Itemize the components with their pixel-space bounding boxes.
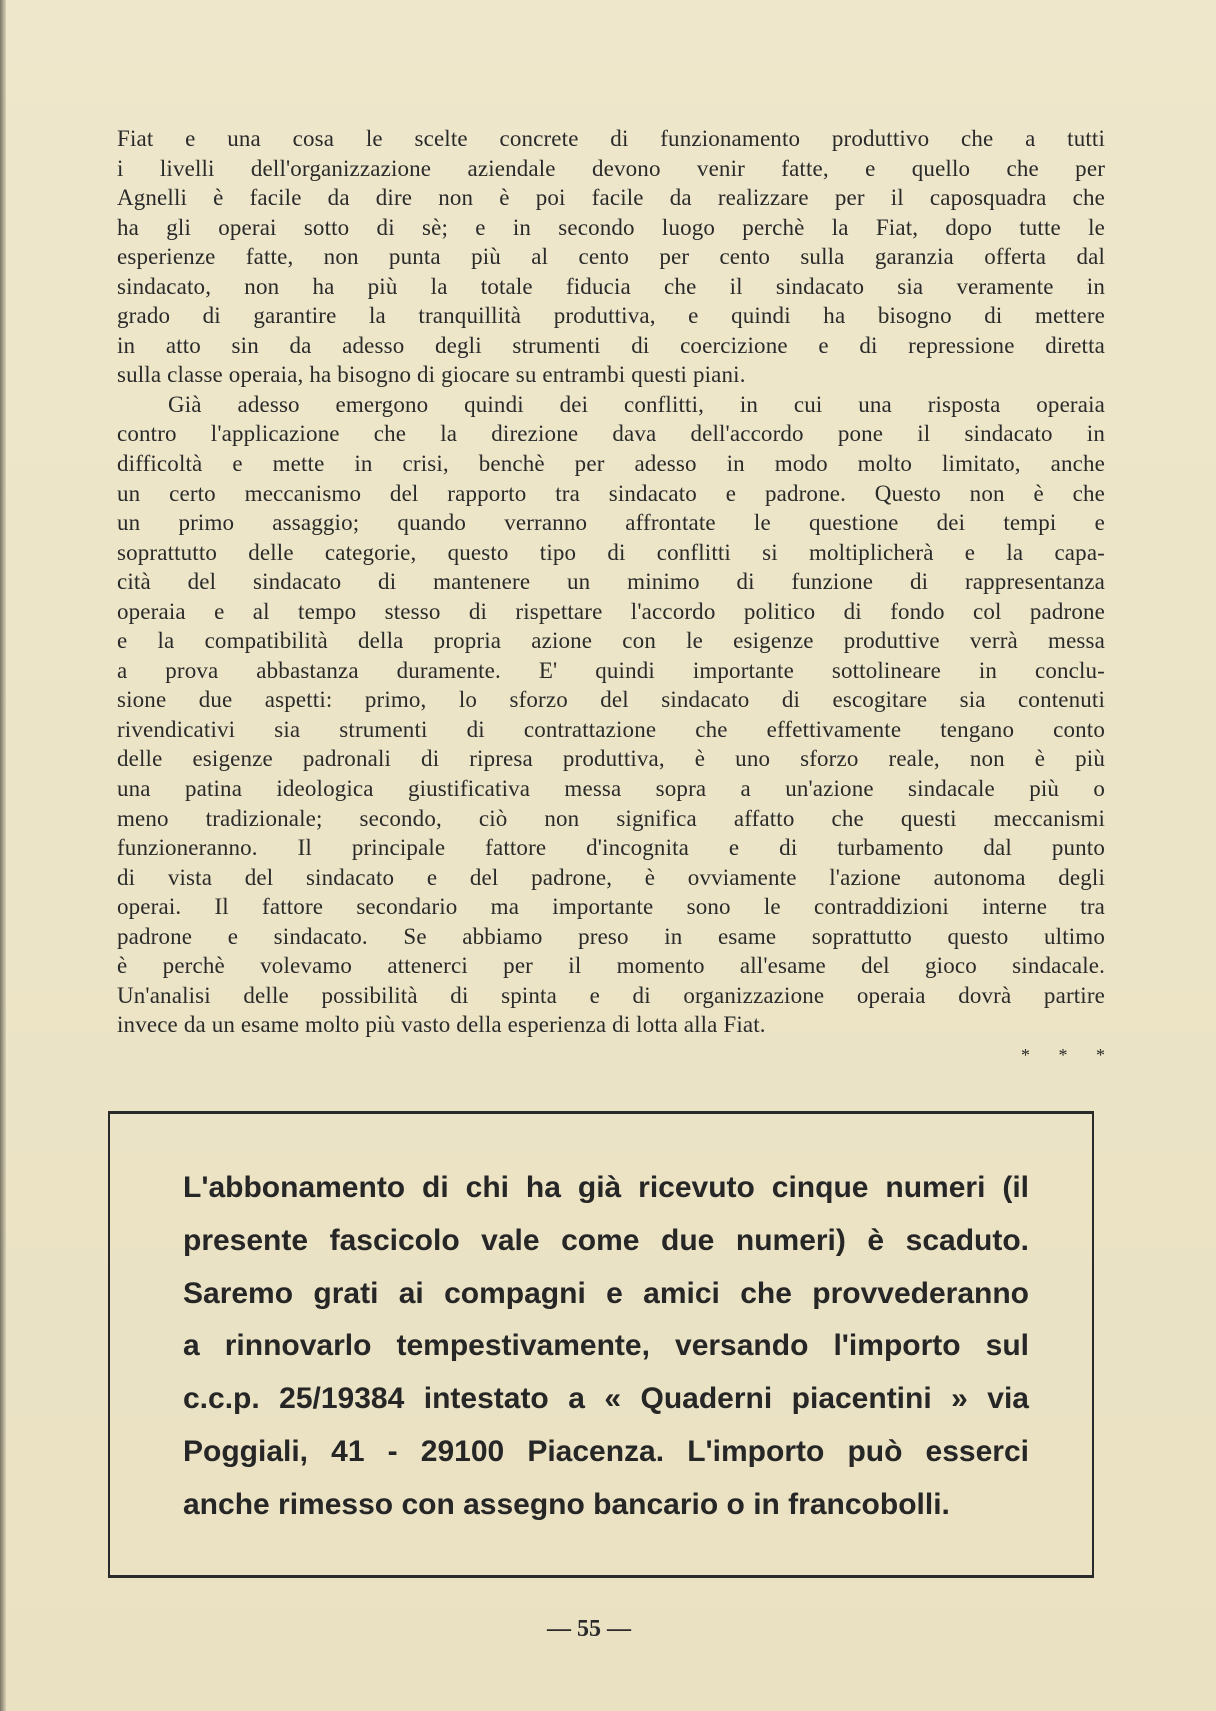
notice-line: L'abbonamento di chi ha già ricevuto cinque numeri (il [183, 1171, 1029, 1204]
body-line: di vista del sindacato e del padrone, è ovviamente l'azione autonoma degli [117, 864, 1105, 890]
body-line: una patina ideologica giustificativa messa sopra a un'azione sindacale più o [117, 776, 1105, 802]
page-edge [0, 0, 6, 1711]
body-line: esperienze fatte, non punta più al cento per cento sulla garanzia offerta dal [117, 244, 1105, 270]
notice-line: anche rimesso con assegno bancario o in francobolli. [183, 1487, 950, 1521]
notice-line: a rinnovarlo tempestivamente, versando l'importo sul [183, 1329, 1029, 1363]
page-number: — 55 — [547, 1616, 631, 1642]
body-line: meno tradizionale; secondo, ciò non significa affatto che questi meccanismi [117, 805, 1105, 831]
body-line: è perchè volevamo attenerci per il momento all'esame del gioco sindacale. [117, 953, 1105, 979]
notice-line: c.c.p. 25/19384 intestato a « Quaderni piacentini » via [183, 1382, 1029, 1416]
subscription-notice [183, 1162, 1029, 1532]
notice-line: presente fascicolo vale come due numeri) è scaduto. [183, 1223, 1029, 1257]
body-line: un certo meccanismo del rapporto tra sindacato e padrone. Questo non è che [117, 480, 1105, 506]
body-line: e la compatibilità della propria azione con le esigenze produttive verrà messa [117, 628, 1105, 654]
notice-line: Saremo grati ai compagni e amici che provvederanno [183, 1276, 1029, 1310]
body-line: Già adesso emergono quindi dei conflitti, in cui una risposta operaia [168, 391, 1105, 417]
body-line: delle esigenze padronali di ripresa produttiva, è uno sforzo reale, non è più [117, 746, 1105, 772]
body-line: Un'analisi delle possibilità di spinta e di organizzazione operaia dovrà partire [117, 982, 1105, 1008]
article-body [117, 124, 1105, 1040]
body-line: sulla classe operaia, ha bisogno di giocare su entrambi questi piani. [117, 362, 746, 388]
body-line: a prova abbastanza duramente. E' quindi importante sottolineare in conclu- [117, 657, 1105, 683]
body-line: cità del sindacato di mantenere un minimo di funzione di rappresentanza [117, 569, 1105, 595]
body-line: rivendicativi sia strumenti di contrattazione che effettivamente tengano conto [117, 716, 1105, 742]
body-line: i livelli dell'organizzazione aziendale devono venir fatte, e quello che per [117, 155, 1105, 181]
body-line: grado di garantire la tranquillità produttiva, e quindi ha bisogno di mettere [117, 303, 1105, 329]
body-line: sione due aspetti: primo, lo sforzo del sindacato di escogitare sia contenuti [117, 687, 1105, 713]
body-line: sindacato, non ha più la totale fiducia che il sindacato sia veramente in [117, 273, 1105, 299]
notice-line: Poggiali, 41 - 29100 Piacenza. L'importo può esserci [183, 1434, 1029, 1468]
body-line: Agnelli è facile da dire non è poi facile da realizzare per il caposquadra che [117, 185, 1105, 211]
body-line: ha gli operai sotto di sè; e in secondo luogo perchè la Fiat, dopo tutte le [117, 214, 1105, 240]
body-line: operaia e al tempo stesso di rispettare l'accordo politico di fondo col padrone [117, 598, 1105, 624]
body-line: difficoltà e mette in crisi, benchè per adesso in modo molto limitato, anche [117, 451, 1105, 477]
section-separator: * * * [1021, 1045, 1117, 1065]
body-line: in atto sin da adesso degli strumenti di coercizione e di repressione diretta [117, 332, 1105, 358]
body-line: soprattutto delle categorie, questo tipo di conflitti si moltiplicherà e la capa- [117, 539, 1105, 565]
body-line: contro l'applicazione che la direzione dava dell'accordo pone il sindacato in [117, 421, 1105, 447]
body-line: Fiat e una cosa le scelte concrete di funzionamento produttivo che a tutti [117, 126, 1105, 151]
body-line: invece da un esame molto più vasto della esperienza di lotta alla Fiat. [117, 1012, 766, 1038]
body-line: funzioneranno. Il principale fattore d'incognita e di turbamento dal punto [117, 835, 1105, 861]
body-line: padrone e sindacato. Se abbiamo preso in esame soprattutto questo ultimo [117, 923, 1105, 949]
body-line: operai. Il fattore secondario ma importante sono le contraddizioni interne tra [117, 894, 1105, 920]
body-line: un primo assaggio; quando verranno affrontate le questione dei tempi e [117, 510, 1105, 536]
